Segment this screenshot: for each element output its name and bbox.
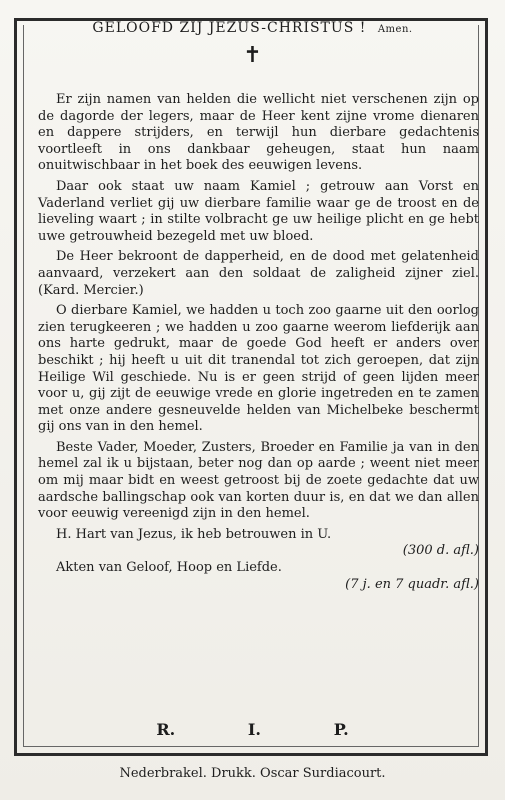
rip-r: R.	[156, 720, 176, 739]
rip-i: I.	[247, 720, 261, 739]
paragraph-4: O dierbare Kamiel, we hadden u toch zoo gaarne uit den oorlog zien terugkeeren ; we hadden u zoo gaarne weerom liefderijk aan ons harte gedrukt, maar de goede God heeft er anders over beschikt ; hij heeft u uit dit tranendal tot zich geroepen, dat zijn Heilige Wil geschiede. Nu is er geen strijd of geen lijden meer voor u, gij zijt de eeuwige vrede en glorie ingetreden en te zamen met onze andere gesneuvelde helden van Michelbeke beschermt gij ons van in den hemel.	[38, 303, 479, 435]
cross-icon: ✝	[243, 43, 262, 68]
page-title	[0, 20, 505, 36]
prayer-1: H. Hart van Jezus, ik heb betrouwen in U.	[56, 526, 332, 542]
rip-p: P.	[333, 720, 349, 739]
prayer-2: Akten van Geloof, Hoop en Liefde.	[56, 560, 282, 576]
paragraph-5: Beste Vader, Moeder, Zusters, Broeder en Familie ja van in den hemel zal ik u bijstaan, beter nog dan op aarde ; weent niet meer om mij maar bidt en weest getroost bij de zoete gedachte dat uw aardsche ballingschap ook van korten duur is, en dat we dan allen voor eeuwig vereenigd zijn in den hemel.	[38, 439, 479, 522]
amen-text: Amen.	[377, 24, 413, 35]
paragraph-2: Daar ook staat uw naam Kamiel ; getrouw aan Vorst en Vaderland verliet gij uw dierbare familie waar ge de troost en de lieveling waart ; in stilte volbracht ge uw heilige plicht en ge hebt uwe getrouwheid bezegeld met uw bloed.	[38, 178, 479, 244]
prayer-1-indulgence: (300 d. afl.)	[402, 543, 479, 559]
paragraph-1: Er zijn namen van helden die wellicht niet verschenen zijn op de dagorde der legers, maar de Heer kent zijne vrome dienaren en dappere strijders, en terwijl hun dierbare gedachtenis voortleeft in ons dankbaar geheugen, staat hun naam onuitwischbaar in het boek des eeuwigen levens.	[38, 92, 479, 174]
rip-initials	[0, 720, 505, 739]
printer-credit: Nederbrakel. Drukk. Oscar Surdiacourt.	[119, 766, 386, 781]
title-text: GELOOFD ZIJ JEZUS-CHRISTUS !	[92, 20, 367, 36]
prayer-2-indulgence: (7 j. en 7 quadr. afl.)	[345, 576, 479, 592]
body-text	[38, 92, 479, 593]
paragraph-3: De Heer bekroont de dapperheid, en de dood met gelatenheid aanvaard, verzekert aan den soldaat de zaligheid zijner ziel. (Kard. Mercier.)	[38, 249, 479, 298]
